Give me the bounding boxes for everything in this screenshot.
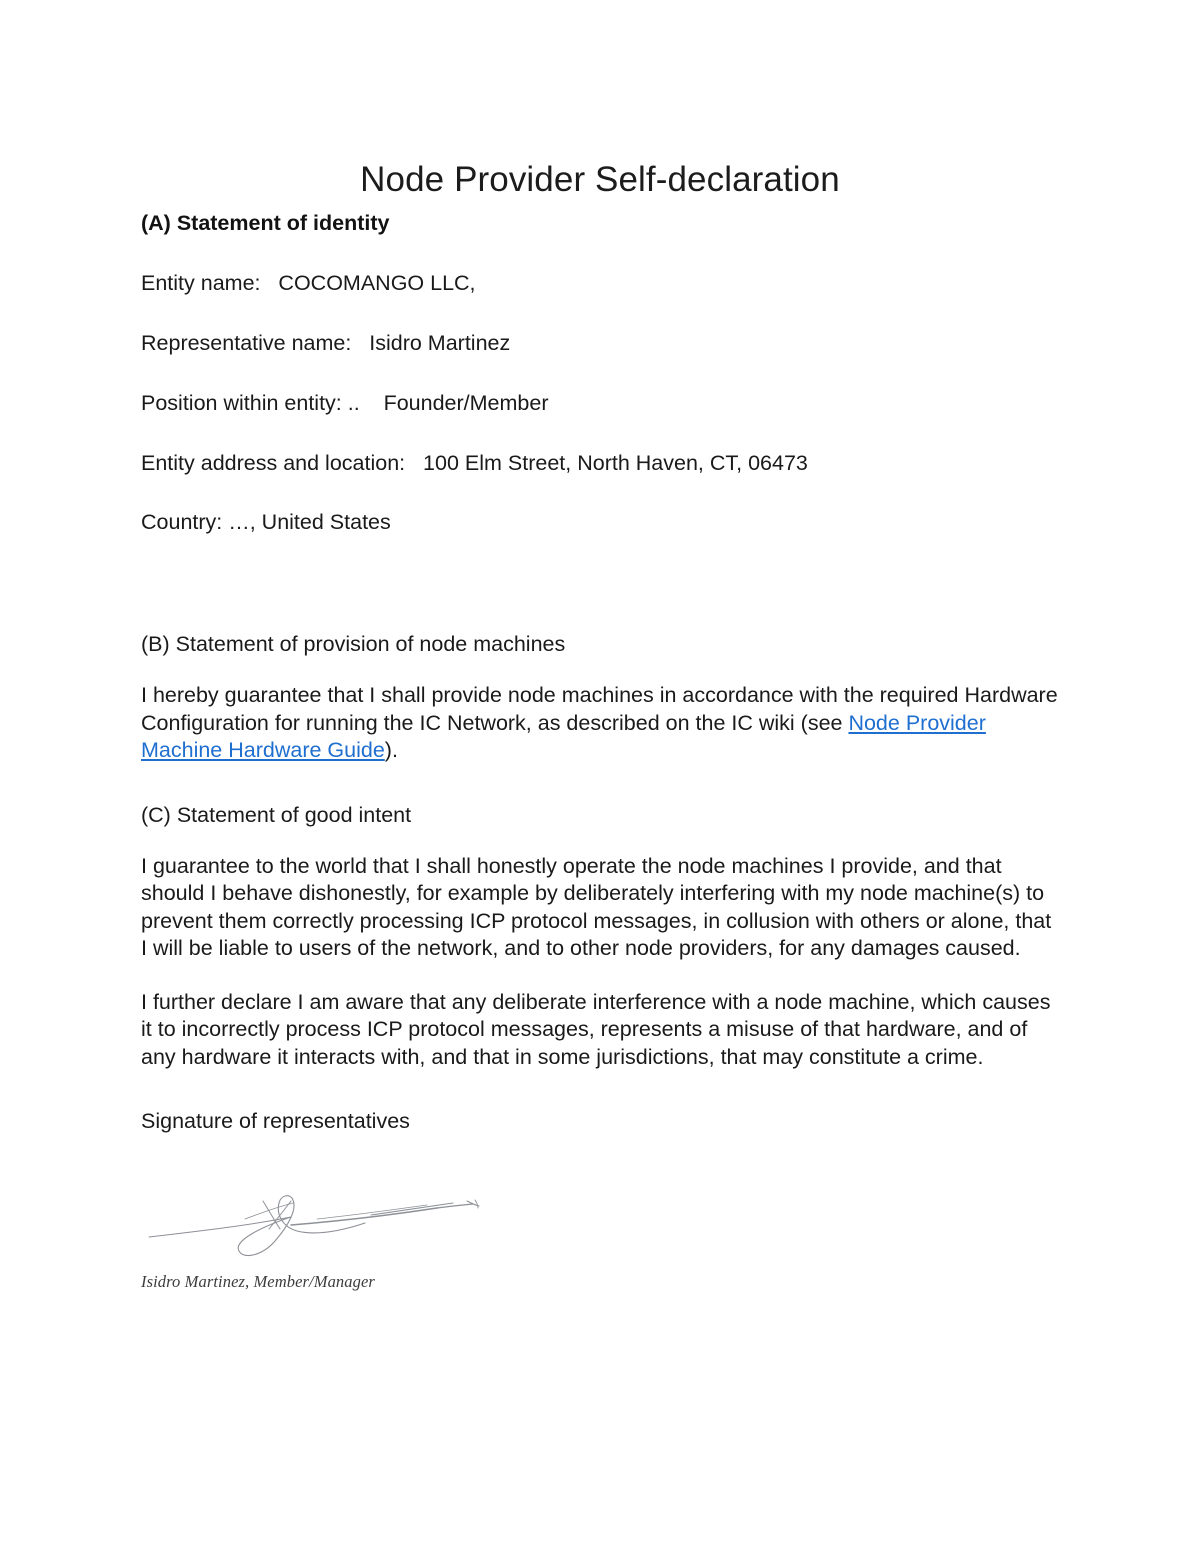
section-b-paragraph xyxy=(141,682,1059,765)
spacer xyxy=(141,357,1061,390)
document-body xyxy=(141,210,1061,1292)
section-b-text-after-link: ). xyxy=(384,738,398,763)
field-entity-address: Entity address and location: 100 Elm Street, North Haven, CT, 06473 xyxy=(141,450,808,475)
spacer xyxy=(141,829,1061,853)
spacer xyxy=(141,237,1061,270)
spacer xyxy=(141,765,1061,802)
spacer xyxy=(141,963,1061,989)
field-position-within-entity: Position within entity: .. Founder/Member xyxy=(141,390,549,415)
spacer xyxy=(141,1071,1061,1108)
page-title: Node Provider Self-declaration xyxy=(360,160,840,200)
signature-heading: Signature of representatives xyxy=(141,1109,410,1133)
field-representative-name: Representative name: Isidro Martinez xyxy=(141,330,511,355)
signature-caption: Isidro Martinez, Member/Manager xyxy=(141,1271,375,1291)
spacer xyxy=(141,1135,1061,1175)
spacer xyxy=(141,536,1061,631)
field-entity-name: Entity name: COCOMANGO LLC, xyxy=(141,270,476,295)
section-c-paragraph-1: I guarantee to the world that I shall honestly operate the node machines I provide, and that should I behave dishonestly, for example by deliberately interfering with my node machine(s) to prevent them correctly processing ICP protocol messages, in collusion with others or alone, that I will be liable to users of the network, and to other node providers, for any damages caused. xyxy=(141,853,1052,960)
spacer xyxy=(141,658,1061,682)
field-country: Country: …, United States xyxy=(141,510,391,535)
spacer xyxy=(141,297,1061,330)
section-b-text-before-link: I hereby guarantee that I shall provide node machines in accordance with the required Hardware Configuration for running the IC Network, as described on the IC wiki (see xyxy=(141,683,1058,735)
spacer xyxy=(141,476,1061,509)
section-a-heading: (A) Statement of identity xyxy=(141,211,390,235)
handwritten-signature-icon xyxy=(141,1175,561,1271)
section-c-heading: (C) Statement of good intent xyxy=(141,802,412,827)
node-provider-machine-hardware-guide-link[interactable]: Node Provider Machine Hardware Guide xyxy=(141,710,986,763)
section-c-paragraph-2: I further declare I am aware that any deliberate interference with a node machine, which causes it to incorrectly process ICP protocol messages, represents a misuse of that hardware, and of any hardware it interacts with, and that in some jurisdictions, that may constitute a crime. xyxy=(141,989,1051,1069)
section-b-heading: (B) Statement of provision of node machines xyxy=(141,632,566,657)
signature-image xyxy=(141,1175,561,1271)
spacer xyxy=(141,417,1061,450)
